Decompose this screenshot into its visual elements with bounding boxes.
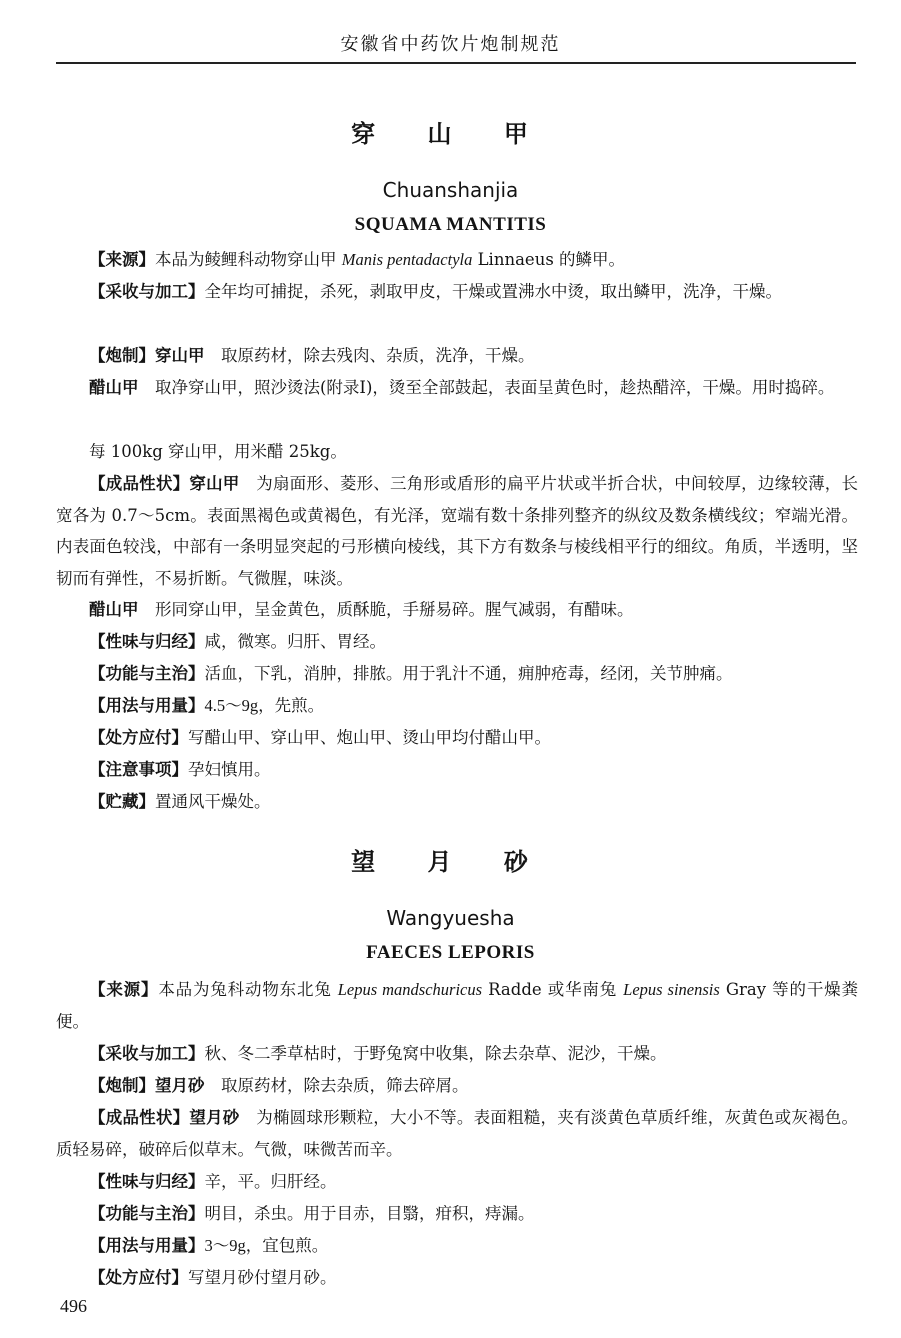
monograph-latin-1: SQUAMA MANTITIS: [354, 214, 547, 235]
dosage-label: 【用法与用量】: [89, 696, 205, 715]
monograph-latin-2: FAECES LEPORIS: [366, 942, 535, 963]
dosage-entry: 【用法与用量】4.5～9g，先煎。: [89, 696, 325, 715]
storage-entry: 【贮藏】置通风干燥处。: [89, 792, 271, 811]
caution-label: 【注意事项】: [89, 760, 188, 779]
function-label-2: 【功能与主治】: [89, 1204, 205, 1223]
header-rule: [56, 62, 856, 64]
characteristics-vinegar-entry: 醋山甲 形同穿山甲，呈金黄色，质酥脆，手掰易碎。腥气减弱，有醋味。: [89, 600, 634, 619]
characteristics-entry: 【成品性状】穿山甲 为扇面形、菱形、三角形或盾形的扁平片状或半折合状，中间较厚，边缘较薄，长宽各为 0.7～5cm。表面黑褐色或黄褐色，有光泽，宽端有数十条排列整齐的纵纹及数条横线纹；窄端光滑。内表面色较浅，中部有一条明显突起的弓形横向棱线，其下方有数条与棱线相平行的细纹。角质，半透明，坚韧而有弹性，不易折断。气微腥，味淡。: [56, 474, 859, 588]
species-name-2a: Lepus mandschuricus: [337, 980, 483, 999]
prescription-entry: 【处方应付】写醋山甲、穿山甲、炮山甲、烫山甲均付醋山甲。: [89, 728, 551, 747]
storage-label: 【贮藏】: [89, 792, 155, 811]
characteristics-entry-2: 【成品性状】望月砂 为椭圆球形颗粒，大小不等。表面粗糙，夹有淡黄色草质纤维，灰黄色或灰褐色。质轻易碎，破碎后似草末。气微，味微苦而辛。: [56, 1108, 859, 1159]
source-entry-2: 【来源】本品为兔科动物东北兔 Lepus mandschuricus Radde 或华南兔 Lepus sinensis Gray 等的干燥粪便。: [56, 980, 858, 1031]
harvest-label-2: 【采收与加工】: [89, 1044, 205, 1063]
prescription-label-2: 【处方应付】: [89, 1268, 188, 1287]
function-entry-2: 【功能与主治】明目，杀虫。用于目赤，目翳，疳积，痔漏。: [89, 1204, 535, 1223]
processing-label: 【炮制】: [89, 346, 155, 365]
source-entry: 【来源】本品为鲮鲤科动物穿山甲 Manis pentadactyla Linnaeus 的鳞甲。: [89, 250, 626, 269]
harvest-entry-2: 【采收与加工】秋、冬二季草枯时，于野兔窝中收集，除去杂草、泥沙，干燥。: [89, 1044, 667, 1063]
monograph-pinyin-1: Chuanshanjia: [382, 178, 519, 202]
function-entry: 【功能与主治】活血，下乳，消肿，排脓。用于乳汁不通，痈肿疮毒，经闭，关节肿痛。: [89, 664, 733, 683]
function-label: 【功能与主治】: [89, 664, 205, 683]
characteristics-label: 【成品性状】: [89, 474, 190, 493]
nature-label-2: 【性味与归经】: [89, 1172, 205, 1191]
processing-ratio: 每 100kg 穿山甲，用米醋 25kg。: [89, 442, 347, 461]
source-label: 【来源】: [89, 250, 155, 269]
caution-entry: 【注意事项】孕妇慎用。: [89, 760, 271, 779]
prescription-entry-2: 【处方应付】写望月砂付望月砂。: [89, 1268, 337, 1287]
monograph-pinyin-2: Wangyuesha: [386, 906, 515, 930]
source-label-2: 【来源】: [89, 980, 159, 999]
page-number: 496: [60, 1296, 87, 1316]
monograph-title-2: 望 月 砂: [351, 847, 550, 876]
running-header: 安徽省中药饮片炮制规范: [340, 34, 561, 55]
harvest-label: 【采收与加工】: [89, 282, 205, 301]
processing-vinegar-entry: 醋山甲 取净穿山甲，照沙烫法(附录Ⅰ)，烫至全部鼓起，表面呈黄色时，趁热醋淬，干燥。用时捣碎。: [89, 378, 835, 397]
harvest-entry: 【采收与加工】全年均可捕捉，杀死，剥取甲皮，干燥或置沸水中烫，取出鳞甲，洗净，干燥。: [89, 282, 782, 301]
processing-entry-2: 【炮制】望月砂 取原药材，除去杂质，筛去碎屑。: [89, 1076, 469, 1095]
dosage-label-2: 【用法与用量】: [89, 1236, 205, 1255]
characteristics-label-2: 【成品性状】: [89, 1108, 190, 1127]
nature-entry: 【性味与归经】咸，微寒。归肝、胃经。: [89, 632, 386, 651]
nature-label: 【性味与归经】: [89, 632, 205, 651]
species-name: Manis pentadactyla: [341, 250, 473, 269]
nature-entry-2: 【性味与归经】辛，平。归肝经。: [89, 1172, 337, 1191]
processing-label-2: 【炮制】: [89, 1076, 155, 1095]
prescription-label: 【处方应付】: [89, 728, 188, 747]
processing-entry: 【炮制】穿山甲 取原药材，除去残肉、杂质，洗净，干燥。: [89, 346, 535, 365]
monograph-title-1: 穿 山 甲: [351, 119, 550, 148]
dosage-entry-2: 【用法与用量】3～9g，宜包煎。: [89, 1236, 329, 1255]
species-name-2b: Lepus sinensis: [623, 980, 720, 999]
